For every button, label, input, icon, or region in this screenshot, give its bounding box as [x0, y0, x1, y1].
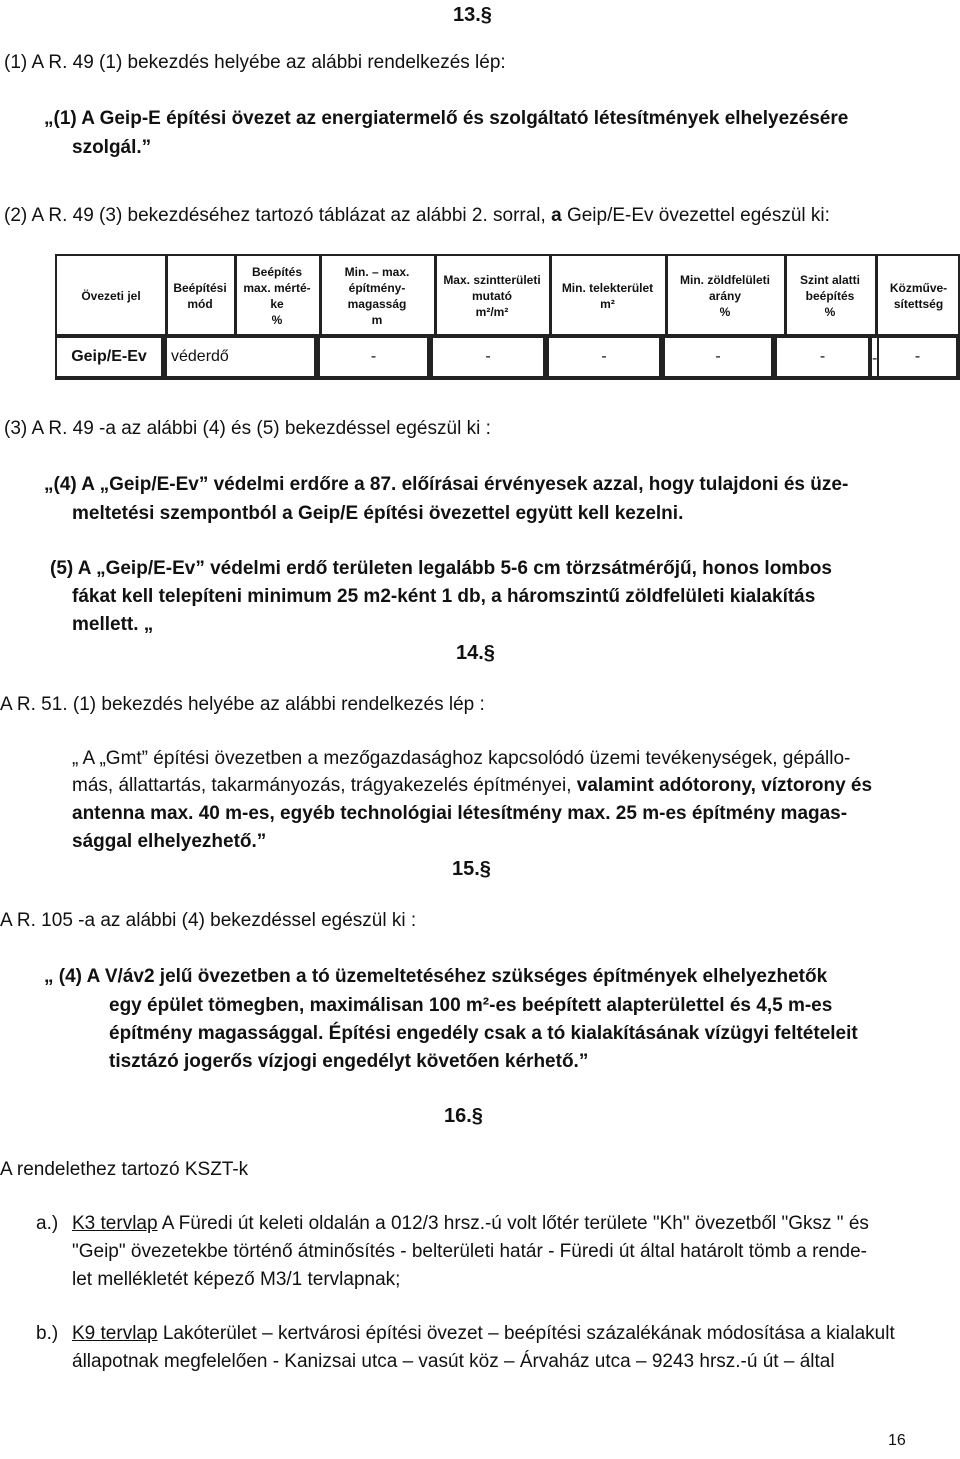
header-szint-alatti-beepites: Szint alatti beépítés % — [799, 273, 860, 319]
section-15-title: 15.§ — [452, 858, 491, 880]
header-ovezeti-jel: Övezeti jel — [81, 289, 141, 303]
item-b-line-2: állapotnak megfelelően - Kanizsai utca – vasút köz – Árvaház utca – 9243 hrsz.-ú út – által — [72, 1351, 835, 1372]
header-kozmuvesitettseg: Közműve- sítettség — [889, 281, 948, 311]
section-15-line-4: tisztázó jogerős vízjogi engedélyt követően kérhető.” — [109, 1051, 589, 1072]
k3-tervlap-link[interactable]: K3 tervlap — [72, 1213, 158, 1234]
page-number: 16 — [888, 1432, 906, 1449]
header-beepitesi-mod: Beépítési mód — [173, 281, 227, 311]
para-4-line-2: meltetési szempontból a Geip/E építési övezettel együtt kell kezelni. — [72, 503, 684, 524]
section-14-intro: A R. 51. (1) bekezdés helyébe az alábbi rendelkezés lép : — [0, 694, 485, 715]
zone-table-header — [55, 254, 960, 336]
item-2-text: (2) A R. 49 (3) bekezdéséhez tartozó táblázat az alábbi 2. sorral, — [4, 205, 546, 226]
section-14-line-2a: más, állattartás, takarmányozás, trágyakezelés építményei, — [72, 775, 572, 796]
item-a-text-1: A Füredi út keleti oldalán a 012/3 hrsz.-ú volt lőtér területe "Kh" övezetből "Gksz " és — [161, 1213, 869, 1234]
section-14-line-4: sággal elhelyezhető.” — [72, 831, 267, 852]
section-14-line-2b: valamint adótorony, víztorony és — [576, 775, 873, 796]
k9-tervlap-link[interactable]: K9 tervlap — [72, 1323, 158, 1344]
para-5-line-1: (5) A „Geip/E-Ev” védelmi erdő területen legalább 5-6 cm törzsátmérőjű, honos lombos — [50, 558, 832, 579]
header-szintteruleti-mutato: Max. szintterületi mutató m²/m² — [443, 273, 541, 319]
header-epitmenymagassag: Min. – max. építmény- magasság m — [344, 265, 410, 327]
para-4-line-1: „(4) A „Geip/E-Ev” védelmi erdőre a 87. előírásai érvényesek azzal, hogy tulajdoni és üze- — [44, 474, 849, 495]
section-14-line-2 — [72, 775, 872, 797]
item-a-line-3: let mellékletét képező M3/1 tervlapnak; — [72, 1269, 401, 1290]
section-15-intro: A R. 105 -a az alábbi (4) bekezdéssel egészül ki : — [0, 910, 417, 931]
section-13-item-2 — [4, 205, 830, 227]
item-b-label: b.) — [36, 1323, 59, 1344]
section-14-line-3: antenna max. 40 m-es, egyéb technológiai létesítmény max. 25 m-es építmény magas- — [72, 803, 848, 824]
item-2-tail: Geip/E-Ev övezettel egészül ki: — [566, 205, 830, 226]
row-cell-3: - — [547, 336, 663, 380]
section-15-line-1: „ (4) A V/áv2 jelű övezetben a tó üzemeltetéséhez szükséges építmények elhelyezhetők — [44, 966, 828, 987]
row-cell-5: - — [775, 336, 872, 380]
header-beepites-merteke: Beépítés max. mérté- ke % — [243, 265, 311, 327]
item-a-label: a.) — [36, 1213, 59, 1234]
row-cell-2: - — [431, 336, 547, 380]
item-2-bold: a — [551, 205, 562, 226]
item-a-line-2: "Geip" övezetekbe történő átminősítés - belterületi határ - Füredi út által határolt tömb a rende- — [72, 1241, 868, 1262]
section-13-quote-line-2: szolgál.” — [72, 137, 152, 158]
item-b-line-1 — [72, 1323, 895, 1345]
row-cell-4: - — [663, 336, 775, 380]
section-16-title: 16.§ — [444, 1105, 483, 1127]
section-13-quote-line-1: „(1) A Geip-E építési övezet az energiatermelő és szolgáltató létesítmények elhelyezésére — [44, 108, 849, 129]
section-13-item-1: (1) A R. 49 (1) bekezdés helyébe az alábbi rendelkezés lép: — [4, 52, 506, 73]
section-15-line-3: építmény magassággal. Építési engedély csak a tó kialakításának vízügyi feltételeit — [109, 1023, 858, 1044]
header-min-telekterulet: Min. telekterület m² — [561, 281, 654, 311]
header-zoldfeluleti-arany: Min. zöldfelületi arány % — [680, 273, 770, 319]
section-14-line-1: „ A „Gmt” építési övezetben a mezőgazdasághoz kapcsolódó üzemi tevékenységek, gépállo- — [72, 748, 851, 769]
row-cell-beepitesi-mod: véderdő — [165, 336, 318, 380]
section-16-intro: A rendelethez tartozó KSZT-k — [0, 1159, 249, 1180]
para-5-line-2: fákat kell telepíteni minimum 25 m2-ként 1 db, a háromszintű zöldfelületi kialakítás — [72, 586, 816, 607]
row-cell-ovezeti-jel: Geip/E-Ev — [55, 336, 165, 380]
item-3: (3) A R. 49 -a az alábbi (4) és (5) bekezdéssel egészül ki : — [4, 418, 491, 439]
zone-table-row — [55, 336, 960, 384]
row-cell-1: - — [318, 336, 431, 380]
section-15-line-2: egy épület tömegben, maximálisan 100 m²-es beépített alapterülettel és 4,5 m-es — [109, 995, 833, 1016]
section-13-title: 13.§ — [453, 4, 492, 26]
para-5-line-3: mellett. „ — [72, 614, 154, 635]
row-cell-6: - — [872, 350, 878, 367]
row-cell-7: - — [877, 336, 960, 380]
item-a-line-1 — [72, 1213, 869, 1235]
item-b-text-1: Lakóterület – kertvárosi építési övezet – beépítési százalékának módosítása a kialakult — [162, 1323, 895, 1344]
section-14-title: 14.§ — [456, 642, 495, 664]
